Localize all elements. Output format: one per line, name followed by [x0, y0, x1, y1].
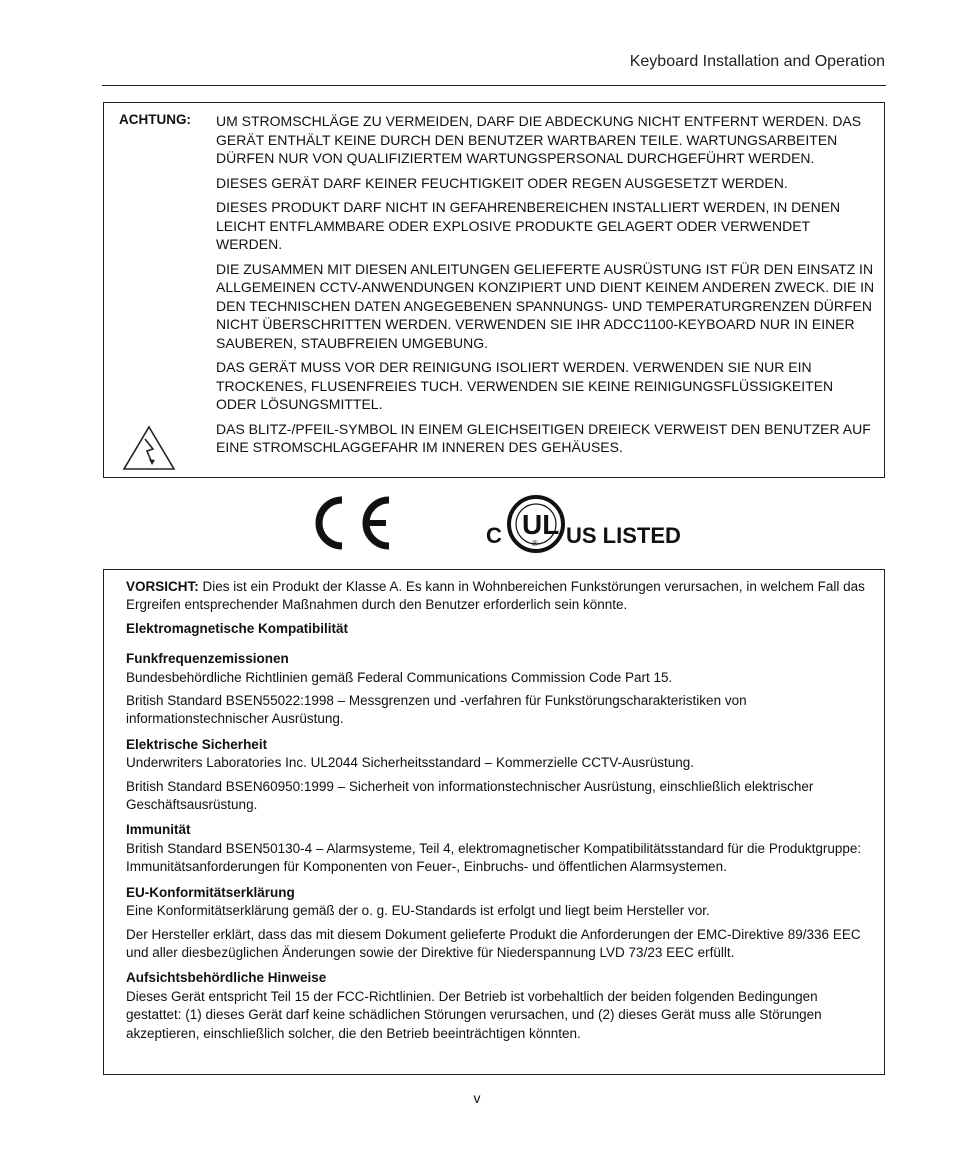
regulatory-box [103, 569, 885, 1075]
section-text: British Standard BSEN50130-4 – Alarmsysteme, Teil 4, elektromagnetischer Kompatibilitätsstandard für die Produktgruppe: Immunitätsanforderungen für Komponenten von Feuer-, Einbruchs- und öffentlichen Alarmsystemen. [126, 840, 862, 875]
ul-registered: ® [532, 539, 538, 548]
page-number: v [473, 1090, 481, 1106]
immunity-section [126, 821, 874, 876]
section-text: Underwriters Laboratories Inc. UL2044 Sicherheitsstandard – Kommerzielle CCTV-Ausrüstung. [126, 755, 695, 771]
warning-paragraph: UM STROMSCHLÄGE ZU VERMEIDEN, DARF DIE ABDECKUNG NICHT ENTFERNT WERDEN. DAS GERÄT ENTHÄLT KEINE DURCH DEN BENUTZER WARTBAREN TEILE. WARTUNGSARBEITEN DÜRFEN NUR VON QUALIFIZIERTEM WARTUNGSPERSONAL DURCHGEFÜHRT WERDEN. [216, 113, 862, 166]
warning-body [216, 112, 876, 463]
warning-label: ACHTUNG: [119, 112, 191, 127]
notices-section [126, 969, 874, 1043]
section-heading: Elektrische Sicherheit [126, 736, 268, 752]
regulatory-body [126, 578, 874, 1050]
section-heading: Immunität [126, 822, 191, 838]
warning-box [103, 102, 885, 478]
warning-paragraph: DAS GERÄT MUSS VOR DER REINIGUNG ISOLIERT WERDEN. VERWENDEN SIE NUR EIN TROCKENES, FLUSENFREIES TUCH. VERWENDEN SIE KEINE REINIGUNGSFLÜSSIGKEITEN ODER LÖSUNGSMITTEL. [216, 359, 834, 412]
section-text: Dieses Gerät entspricht Teil 15 der FCC-Richtlinien. Der Betrieb ist vorbehaltlich der beiden folgenden Bedingungen gestattet: (1) dieses Gerät darf keine schädlichen Störungen verursachen, und (2) dieses Gerät muss alle Störungen akzeptieren, einschließlich solcher, die den Betrieb beeinträchtigen könnten. [126, 988, 822, 1041]
warning-paragraph: DAS BLITZ-/PFEIL-SYMBOL IN EINEM GLEICHSEITIGEN DREIECK VERWEIST DEN BENUTZER AUF EINE STROMSCHLAGGEFAHR IM INNEREN DES GEHÄUSES. [216, 420, 871, 455]
certification-marks [0, 492, 954, 562]
emc-heading: Elektromagnetische Kompatibilität [126, 620, 349, 636]
section-text: British Standard BSEN60950:1999 – Sicherheit von informationstechnischer Ausrüstung, einschließlich elektrischer Geschäftsausrüstung. [126, 778, 814, 813]
rf-section [126, 650, 874, 729]
running-header: Keyboard Installation and Operation [629, 53, 885, 70]
warning-paragraph: DIESES PRODUKT DARF NICHT IN GEFAHRENBEREICHEN INSTALLIERT WERDEN, IN DENEN LEICHT ENTFLAMMBARE ODER EXPLOSIVE PRODUKTE GELAGERT ODER VERWENDET WERDEN. [216, 199, 841, 252]
safety-section [126, 736, 874, 815]
ul-letters: UL [522, 509, 560, 540]
header-rule [102, 85, 886, 86]
caution-text: Dies ist ein Produkt der Klasse A. Es kann in Wohnbereichen Funkstörungen verursachen, in welchem Fall das Ergreifen entsprechender Maßnahmen durch den Benutzer erforderlich sein könnte. [126, 579, 865, 613]
section-text: Eine Konformitätserklärung gemäß der o. g. EU-Standards ist erfolgt und liegt beim Hersteller vor. [126, 903, 710, 919]
section-heading: Aufsichtsbehördliche Hinweise [126, 970, 327, 986]
ul-listed-mark [486, 492, 686, 556]
section-text: Der Hersteller erklärt, dass das mit diesem Dokument gelieferte Produkt die Anforderungen der EMC-Direktive 89/336 EEC und aller diesbezüglichen Änderungen sowie der Direktive für Niederspannung LVD 73/23 EEC erfüllt. [126, 926, 861, 960]
section-text: Bundesbehördliche Richtlinien gemäß Federal Communications Commission Code Part 15. [126, 669, 673, 685]
ce-mark-icon [312, 494, 392, 552]
ul-c-letter: C [486, 523, 502, 548]
eu-section [126, 884, 874, 963]
warning-paragraph: DIE ZUSAMMEN MIT DIESEN ANLEITUNGEN GELIEFERTE AUSRÜSTUNG IST FÜR DEN EINSATZ IN ALLGEMEINEN CCTV-ANWENDUNGEN KONZIPIERT UND DIENT KEINEM ANDEREN ZWECK. DIE IN DEN TECHNISCHEN DATEN ANGEGEBENEN SPANNUNGS- UND TEMPERATURGRENZEN DÜRFEN NICHT ÜBERSCHRITTEN WERDEN. VERWENDEN SIE IHR ADCC1100-KEYBOARD NUR IN EINER SAUBEREN, STAUBFREIEN UMGEBUNG. [216, 260, 875, 351]
electric-shock-warning-icon [122, 425, 176, 471]
ul-us-listed: US LISTED [566, 523, 681, 548]
warning-paragraph: DIESES GERÄT DARF KEINER FEUCHTIGKEIT ODER REGEN AUSGESETZT WERDEN. [216, 174, 788, 191]
section-text: British Standard BSEN55022:1998 – Messgrenzen und -verfahren für Funkstörungscharakteristiken von informationstechnischer Ausrüstung. [126, 693, 747, 727]
caution-paragraph [126, 578, 874, 615]
caution-label: VORSICHT: [126, 579, 199, 594]
section-heading: EU-Konformitätserklärung [126, 884, 295, 900]
section-heading: Funkfrequenzemissionen [126, 651, 289, 667]
